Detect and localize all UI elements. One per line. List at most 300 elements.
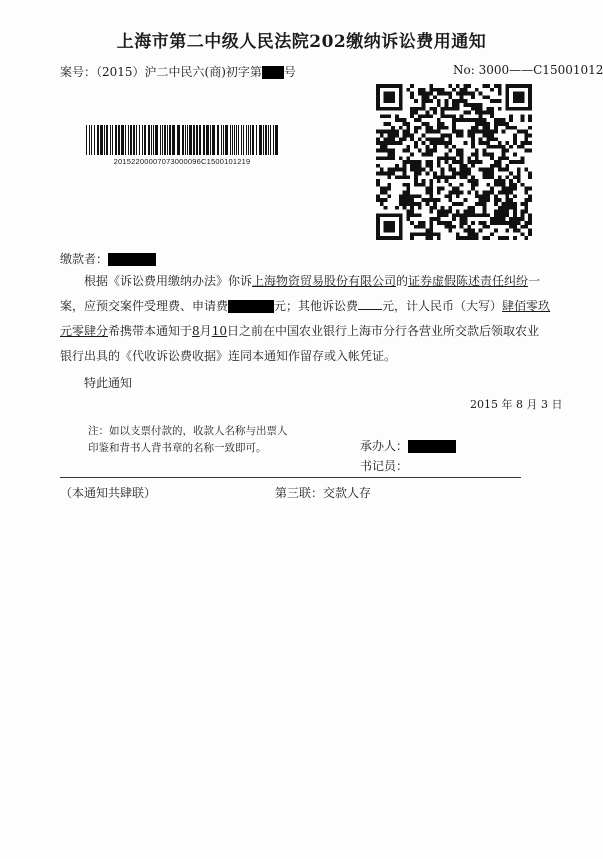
qr-module xyxy=(471,126,475,130)
qr-module xyxy=(384,221,395,232)
qr-module xyxy=(387,133,391,137)
qr-module xyxy=(433,107,437,111)
qr-module xyxy=(505,191,509,195)
payer-label: 缴款者： xyxy=(60,252,109,266)
qr-module xyxy=(524,130,528,134)
qr-module xyxy=(528,232,532,236)
qr-module xyxy=(479,118,483,122)
qr-module xyxy=(410,168,414,172)
qr-module xyxy=(380,172,384,176)
qr-module xyxy=(448,95,452,99)
qr-module xyxy=(410,137,414,141)
qr-module xyxy=(429,92,433,96)
qr-module xyxy=(452,88,456,92)
qr-module xyxy=(384,137,388,141)
barcode-bar xyxy=(263,125,264,155)
qr-module xyxy=(410,198,414,202)
qr-module xyxy=(498,122,502,126)
qr-module xyxy=(452,122,456,126)
qr-module xyxy=(384,191,388,195)
barcode-bar xyxy=(151,125,152,155)
qr-module xyxy=(422,88,426,92)
qr-module xyxy=(429,126,433,130)
qr-module xyxy=(521,232,525,236)
qr-module xyxy=(490,191,494,195)
qr-module xyxy=(528,175,532,179)
qr-module xyxy=(509,145,513,149)
qr-module xyxy=(486,168,490,172)
qr-module xyxy=(475,179,479,183)
qr-module xyxy=(505,122,509,126)
qr-module xyxy=(479,107,483,111)
barcode-bar xyxy=(121,125,124,155)
qr-module xyxy=(505,164,509,168)
qr-module xyxy=(414,179,418,183)
qr-module xyxy=(486,191,490,195)
qr-module xyxy=(448,198,452,202)
barcode-bar xyxy=(89,125,90,155)
qr-module xyxy=(483,198,487,202)
qr-module xyxy=(441,221,445,225)
qr-module xyxy=(425,145,429,149)
qr-module xyxy=(395,206,399,210)
qr-module xyxy=(403,175,407,179)
qr-module xyxy=(475,126,479,130)
qr-module xyxy=(475,118,479,122)
para2-other-fees: 元；其他诉讼费 xyxy=(274,299,359,313)
qr-module xyxy=(444,114,448,118)
qr-module xyxy=(517,221,521,225)
qr-module xyxy=(422,168,426,172)
case-suffix: 号 xyxy=(283,65,296,79)
qr-module xyxy=(460,164,464,168)
qr-module xyxy=(456,107,460,111)
qr-module xyxy=(456,103,460,107)
qr-module xyxy=(441,133,445,137)
qr-module xyxy=(524,191,528,195)
barcode-bar xyxy=(125,125,126,155)
qr-module xyxy=(490,145,494,149)
qr-module xyxy=(494,99,498,103)
qr-module xyxy=(513,126,517,130)
qr-module xyxy=(528,114,532,118)
qr-module xyxy=(528,118,532,122)
qr-module xyxy=(509,183,513,187)
blank-other-fee xyxy=(358,299,382,310)
qr-module xyxy=(498,156,502,160)
qr-module xyxy=(486,84,490,88)
qr-module xyxy=(456,187,460,191)
qr-module xyxy=(490,221,494,225)
qr-module xyxy=(471,175,475,179)
qr-module xyxy=(429,229,433,233)
qr-module xyxy=(414,107,418,111)
qr-module xyxy=(395,133,399,137)
qr-module xyxy=(524,141,528,145)
para3-month-unit: 月 xyxy=(199,324,212,338)
qr-module xyxy=(380,168,384,172)
barcode-bar xyxy=(148,125,150,155)
qr-module xyxy=(429,107,433,111)
qr-module xyxy=(490,217,494,221)
qr-module xyxy=(429,99,433,103)
qr-module xyxy=(502,179,506,183)
qr-module xyxy=(479,168,483,172)
qr-module xyxy=(437,137,441,141)
qr-module xyxy=(410,152,414,156)
qr-module xyxy=(441,210,445,214)
qr-module xyxy=(452,217,456,221)
qr-module xyxy=(444,175,448,179)
qr-module xyxy=(494,145,498,149)
barcode-bar xyxy=(189,125,192,155)
qr-module xyxy=(410,210,414,214)
barcode-bar xyxy=(164,125,166,155)
qr-module xyxy=(479,130,483,134)
qr-module xyxy=(498,145,502,149)
qr-module xyxy=(410,213,414,217)
qr-module xyxy=(406,191,410,195)
qr-module xyxy=(467,229,471,233)
qr-module xyxy=(502,217,506,221)
qr-module xyxy=(464,88,468,92)
qr-module xyxy=(376,164,380,168)
qr-module xyxy=(441,126,445,130)
qr-module xyxy=(380,198,384,202)
qr-module xyxy=(391,149,395,153)
qr-module xyxy=(422,225,426,229)
qr-module xyxy=(437,88,441,92)
barcode-bar xyxy=(160,125,161,155)
qr-module xyxy=(471,187,475,191)
qr-module xyxy=(448,133,452,137)
qr-module xyxy=(414,168,418,172)
qr-module xyxy=(475,232,479,236)
qr-module xyxy=(513,92,524,103)
qr-module xyxy=(513,225,517,229)
qr-module xyxy=(391,133,395,137)
qr-module xyxy=(425,164,429,168)
qr-module xyxy=(444,213,448,217)
qr-module xyxy=(387,183,391,187)
qr-module xyxy=(441,122,445,126)
barcode-bar xyxy=(252,125,254,155)
qr-module xyxy=(376,183,380,187)
qr-module xyxy=(433,95,437,99)
qr-module xyxy=(517,229,521,233)
qr-module xyxy=(391,130,395,134)
qr-module xyxy=(444,141,448,145)
qr-module xyxy=(444,179,448,183)
qr-module xyxy=(418,206,422,210)
barcode-number: 20152200007073000096C1500101219 xyxy=(113,157,251,166)
qr-module xyxy=(521,114,525,118)
qr-module xyxy=(464,172,468,176)
qr-module xyxy=(528,229,532,233)
qr-module xyxy=(456,130,460,134)
barcode-bar xyxy=(169,125,171,155)
qr-module xyxy=(437,122,441,126)
case-label: 案号：（2015）沪二中民六(商)初字第 xyxy=(60,65,262,79)
barcode-bar xyxy=(104,125,105,155)
qr-module xyxy=(490,172,494,176)
qr-module xyxy=(437,179,441,183)
qr-module xyxy=(410,206,414,210)
barcode-bar xyxy=(162,125,163,155)
qr-module xyxy=(460,114,464,118)
qr-module xyxy=(509,225,513,229)
barcode-bar xyxy=(172,125,175,155)
qr-module xyxy=(433,111,437,115)
qr-module xyxy=(467,179,471,183)
qr-module xyxy=(494,210,498,214)
qr-module xyxy=(418,225,422,229)
qr-module xyxy=(483,175,487,179)
para3-deadline-label: 希携带本通知于 xyxy=(108,324,193,338)
qr-module xyxy=(418,107,422,111)
qr-module xyxy=(380,187,384,191)
qr-module xyxy=(444,156,448,160)
qr-module xyxy=(403,118,407,122)
qr-module xyxy=(422,122,426,126)
qr-module xyxy=(460,149,464,153)
qr-module xyxy=(513,202,517,206)
qr-module xyxy=(452,103,456,107)
qr-module xyxy=(460,156,464,160)
qr-module xyxy=(425,99,429,103)
qr-module xyxy=(479,137,483,141)
qr-module xyxy=(467,133,471,137)
qr-module xyxy=(414,194,418,198)
qr-module xyxy=(475,213,479,217)
redacted-fee-amount xyxy=(228,300,274,313)
qr-module xyxy=(456,213,460,217)
qr-module xyxy=(524,236,528,240)
qr-module xyxy=(483,236,487,240)
qr-module xyxy=(406,217,410,221)
qr-module xyxy=(486,225,490,229)
qr-module xyxy=(403,137,407,141)
qr-module xyxy=(425,122,429,126)
qr-module xyxy=(399,141,403,145)
qr-module xyxy=(410,95,414,99)
qr-module xyxy=(509,191,513,195)
qr-module xyxy=(384,149,388,153)
barcode-bar xyxy=(118,125,120,155)
barcode-bar xyxy=(250,125,251,155)
barcode-bar xyxy=(270,125,271,155)
qr-module xyxy=(467,168,471,172)
qr-module xyxy=(528,187,532,191)
qr-module xyxy=(387,156,391,160)
qr-module xyxy=(418,172,422,176)
qr-module xyxy=(410,202,414,206)
qr-module xyxy=(399,194,403,198)
barcode-bar xyxy=(94,125,95,155)
qr-module xyxy=(483,141,487,145)
qr-module xyxy=(521,118,525,122)
qr-module xyxy=(395,130,399,134)
qr-module xyxy=(483,213,487,217)
qr-module xyxy=(483,210,487,214)
qr-module xyxy=(505,198,509,202)
handler-line xyxy=(360,437,456,454)
qr-module xyxy=(429,183,433,187)
barcode-bar xyxy=(144,125,146,155)
qr-module xyxy=(505,141,509,145)
barcode-bar xyxy=(185,125,186,155)
qr-module xyxy=(475,130,479,134)
qr-module xyxy=(524,187,528,191)
qr-module xyxy=(467,118,471,122)
qr-module xyxy=(502,210,506,214)
qr-module xyxy=(399,126,403,130)
qr-module xyxy=(498,179,502,183)
qr-module xyxy=(521,160,525,164)
qr-module xyxy=(498,164,502,168)
qr-module xyxy=(376,179,380,183)
qr-module xyxy=(483,172,487,176)
qr-module xyxy=(486,198,490,202)
qr-module xyxy=(422,183,426,187)
qr-module xyxy=(498,88,502,92)
case-number-line xyxy=(60,63,296,80)
qr-module xyxy=(429,187,433,191)
qr-module xyxy=(467,130,471,134)
qr-module xyxy=(505,229,509,233)
qr-module xyxy=(452,118,456,122)
qr-module xyxy=(467,213,471,217)
qr-module xyxy=(490,114,494,118)
qr-module xyxy=(444,133,448,137)
qr-module xyxy=(494,194,498,198)
qr-module xyxy=(410,221,414,225)
qr-module xyxy=(471,213,475,217)
qr-module xyxy=(524,206,528,210)
qr-module xyxy=(406,198,410,202)
qr-module xyxy=(422,107,426,111)
qr-module xyxy=(418,92,422,96)
qr-module xyxy=(524,225,528,229)
qr-module xyxy=(513,137,517,141)
qr-module xyxy=(456,152,460,156)
barcode-bar xyxy=(115,125,117,155)
qr-module xyxy=(513,152,517,156)
qr-module xyxy=(437,156,441,160)
qr-module xyxy=(517,168,521,172)
qr-module xyxy=(418,221,422,225)
note-line-1: 注：如以支票付款的，收款人名称与出票人 xyxy=(88,425,288,437)
qr-module xyxy=(441,141,445,145)
qr-module xyxy=(433,175,437,179)
qr-module xyxy=(376,172,380,176)
qr-module xyxy=(467,236,471,240)
qr-module xyxy=(452,99,456,103)
qr-module xyxy=(460,130,464,134)
qr-module xyxy=(475,103,479,107)
para1-suffix: 一 xyxy=(528,274,541,288)
issue-date: 2015 年 8 月 3 日 xyxy=(470,398,563,411)
qr-module xyxy=(505,84,532,88)
qr-module xyxy=(395,164,399,168)
qr-module xyxy=(494,84,498,88)
qr-module xyxy=(509,179,513,183)
barcode-bar xyxy=(136,125,137,155)
qr-module xyxy=(437,175,441,179)
qr-module xyxy=(410,232,414,236)
qr-module xyxy=(414,213,418,217)
qr-module xyxy=(483,111,487,115)
qr-module xyxy=(380,156,384,160)
qr-module xyxy=(486,141,490,145)
qr-module xyxy=(414,202,418,206)
qr-module xyxy=(380,202,384,206)
qr-module xyxy=(528,133,532,137)
qr-module xyxy=(448,191,452,195)
qr-module xyxy=(490,175,494,179)
barcode-bar xyxy=(106,125,108,155)
qr-module xyxy=(399,213,403,240)
qr-module xyxy=(448,156,452,160)
redacted-handler-name xyxy=(408,440,456,453)
barcode-bar xyxy=(273,125,274,155)
qr-module xyxy=(410,84,414,88)
barcode-bar xyxy=(268,125,269,155)
qr-module xyxy=(452,130,456,134)
qr-module xyxy=(521,183,525,187)
qr-module xyxy=(475,236,479,240)
qr-module xyxy=(422,198,426,202)
qr-module xyxy=(429,164,433,168)
qr-module xyxy=(441,168,445,172)
qr-module xyxy=(483,84,487,88)
qr-module xyxy=(418,213,422,217)
qr-module xyxy=(399,84,403,111)
qr-module xyxy=(486,172,490,176)
qr-module xyxy=(429,141,433,145)
qr-module xyxy=(425,126,429,130)
qr-module xyxy=(429,168,433,172)
qr-module xyxy=(429,149,433,153)
barcode-bar xyxy=(128,125,129,155)
qr-module xyxy=(464,84,468,88)
qr-module xyxy=(399,156,403,160)
qr-module xyxy=(448,84,452,88)
qr-module xyxy=(425,130,429,134)
qr-module xyxy=(521,202,525,206)
qr-module xyxy=(494,126,498,130)
qr-module xyxy=(433,198,437,202)
qr-module xyxy=(448,210,452,214)
qr-module xyxy=(448,168,452,172)
qr-module xyxy=(429,232,433,236)
qr-module xyxy=(475,149,479,153)
qr-module xyxy=(460,95,464,99)
qr-module xyxy=(406,175,410,179)
qr-module xyxy=(444,160,448,164)
qr-module xyxy=(452,126,456,130)
qr-module xyxy=(475,160,479,164)
qr-module xyxy=(490,133,494,137)
deadline-day: 10 xyxy=(211,324,227,338)
qr-module xyxy=(486,111,490,115)
qr-module xyxy=(524,168,528,172)
qr-module xyxy=(483,225,487,229)
qr-module xyxy=(418,194,422,198)
qr-module xyxy=(460,88,464,92)
qr-module xyxy=(460,172,464,176)
qr-module xyxy=(380,191,384,195)
